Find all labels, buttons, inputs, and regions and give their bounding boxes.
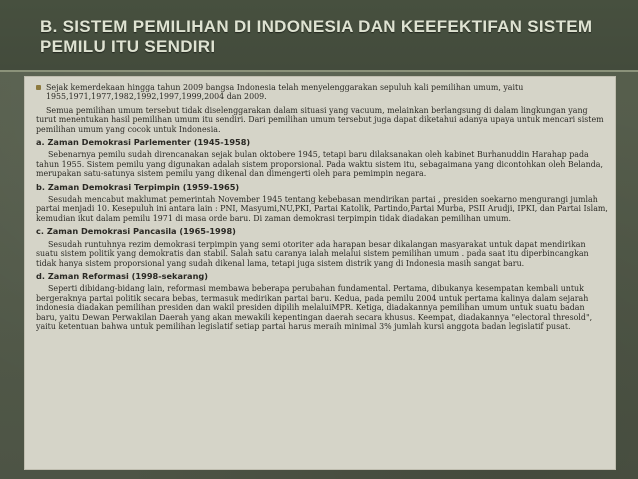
title-divider [0, 70, 638, 72]
section-text-d: Seperti dibidang-bidang lain, reformasi membawa beberapa perubahan fundamental. Pertama, dibukanya kesempatan kembali untuk bergeraknya partai politik secara bebas, termasuk medirikan partai baru. Kedua, pada pemilu 2004 untuk pertama kalinya dalam sejarah indonesia diadakan pemilihan presiden dan wakil presiden dipilih melaluiMPR. Ketiga, diadakannya pemilihan umum untuk suatu badan baru, yaitu Dewan Perwakilan Daerah yang akan mewakili kepentingan daerah secara khusus. Keempat, diadakannya "electoral thresold", yaitu ketentuan bahwa untuk pemilihan legislatif setiap partai harus meraih minimal 3% jumlah kursi anggota badan legislatif pusat. [36, 284, 593, 331]
section-text-b: Sesudah mencabut maklumat pemerintah November 1945 tentang kebebasan mendirikan partai , presiden soekarno mengurangi jumlah partai menjadi 10. Kesepuluh ini antara lain : PNI, Masyumi,NU,PKI, Partai Katolik, Partindo,Partai Murba, PSII Arudji, IPKI, dan Partai Islam, kemudian ikut dalam pemilu 1971 di masa orde baru. Di zaman demokrasi terpimpin tidak diadakan pemilihan umum. [36, 195, 608, 223]
section-heading-c: c. Zaman Demokrasi Pancasila (1965-1998) [36, 226, 236, 237]
slide-title: B. SISTEM PEMILIHAN DI INDONESIA DAN KEEFEKTIFAN SISTEM PEMILU ITU SENDIRI [40, 17, 593, 56]
square-bullet-icon [36, 85, 41, 90]
section-text-c: Sesudah runtuhnya rezim demokrasi terpimpin yang semi otoriter ada harapan besar dikalangan masyarakat untuk dapat mendirikan suatu sistem politik yang demokratis dan stabil. Salah satu caranya ialah melalui sistem pemilihan umum . pada saat itu diperbincangkan tidak hanya sistem proporsional yang sudah dikenal lama, tetapi juga sistem distrik yang di Indonesia masih sangat baru. [36, 239, 589, 268]
section-text-a: Sebenarnya pemilu sudah direncanakan sejak bulan oktobere 1945, tetapi baru dilaksanakan oleh kabinet Burhanuddin Harahap pada tahun 1955. Sistem pemilu yang digunakan adalah sistem proporsional. Pada waktu sistem itu, sebagaimana yang dicontohkan oleh Belanda, merupakan satu-satunya sistem pemilu yang dikenal dan dimengerti oleh para pemimpin negara. [36, 150, 603, 179]
section-heading-a: a. Zaman Demokrasi Parlementer (1945-1958) [36, 137, 251, 148]
section-heading-b: b. Zaman Demokrasi Terpimpin (1959-1965) [36, 181, 240, 192]
intro-bullet-row [36, 83, 608, 102]
intro-paragraph: Semua pemilihan umum tersebut tidak diselenggarakan dalam situasi yang vacuum, melainkan berlangsung di dalam lingkungan yang turut menentukan hasil pemilihan umum itu sendiri. Dari pemilihan umum tersebut juga dapat diketahui adanya upaya untuk mencari sistem pemilihan umum yang cocok untuk Indonesia. [36, 105, 604, 134]
section-heading-d: d. Zaman Reformasi (1998-sekarang) [36, 270, 209, 281]
intro-bullet-text: Sejak kemerdekaan hingga tahun 2009 bangsa Indonesia telah menyelenggarakan sepuluh kali pemilihan umum, yaitu 1955,1971,1977,1982,1992,1997,1999,2004 dan 2009. [46, 83, 524, 102]
slide-content [36, 83, 608, 331]
